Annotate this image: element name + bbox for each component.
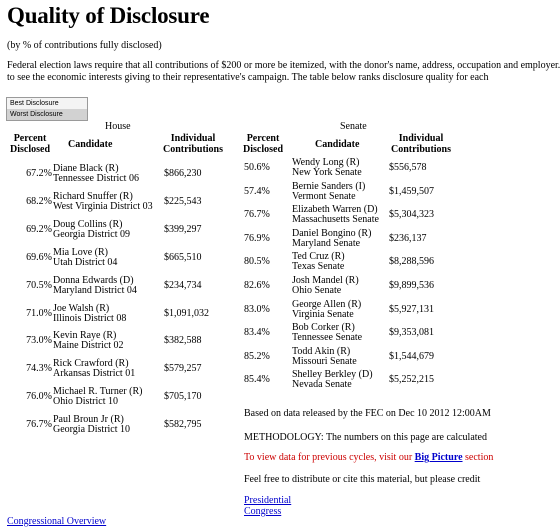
candidate-line: Rick Crawford (R) xyxy=(53,358,129,370)
candidate-district: Utah District 04 xyxy=(53,256,118,268)
percent-disclosed: 71.0% xyxy=(26,307,52,319)
percent-disclosed: 70.5% xyxy=(26,279,52,291)
candidate-district: Georgia District 09 xyxy=(53,228,131,240)
contribution-amount: $5,304,323 xyxy=(389,209,434,221)
percent-disclosed: 69.6% xyxy=(26,251,52,263)
contribution-amount: $1,091,032 xyxy=(164,307,209,319)
header-text: Individual xyxy=(398,133,444,144)
header-text: Disclosed xyxy=(10,144,50,155)
header-text: Individual xyxy=(170,133,216,144)
candidate-name xyxy=(292,158,362,178)
candidate-line: Todd Akin (R) xyxy=(292,345,351,357)
candidate-district: New York Senate xyxy=(292,167,362,178)
percent-disclosed: 83.4% xyxy=(244,327,270,339)
contribution-amount: $8,288,596 xyxy=(389,256,434,268)
congressional-overview-link[interactable]: Congressional Overview xyxy=(7,516,107,527)
candidate-district: Georgia District 10 xyxy=(53,424,131,436)
candidate-district: Maine District 02 xyxy=(53,340,124,352)
candidate-district: Tennessee Senate xyxy=(292,332,363,344)
distribution-note: Feel free to distribute or cite this material, but please credit xyxy=(244,474,481,485)
header-text: Contributions xyxy=(163,144,224,155)
candidate-name xyxy=(53,387,142,407)
contribution-amount: $866,230 xyxy=(164,168,202,179)
presidential-congress-link[interactable] xyxy=(244,495,291,517)
percent-disclosed: 67.2% xyxy=(26,168,52,179)
contribution-amount: $9,899,536 xyxy=(389,280,434,291)
candidate-district: Texas Senate xyxy=(292,261,345,273)
percent-disclosed: 76.7% xyxy=(244,209,270,221)
candidate-name xyxy=(292,300,361,320)
percent-disclosed: 68.2% xyxy=(26,195,52,207)
percent-disclosed: 85.4% xyxy=(244,374,270,386)
candidate-name xyxy=(53,331,124,351)
senate-header-percent xyxy=(243,133,283,155)
percent-disclosed: 83.0% xyxy=(244,303,270,315)
congress-link-line[interactable]: Congress xyxy=(244,506,282,517)
percent-disclosed: 80.5% xyxy=(244,256,270,268)
house-section-label: House xyxy=(105,121,131,132)
contribution-amount: $234,734 xyxy=(164,279,202,291)
contribution-amount: $556,578 xyxy=(389,162,427,173)
candidate-district: Tennessee District 06 xyxy=(53,173,139,184)
percent-disclosed: 76.9% xyxy=(244,232,270,244)
candidate-name xyxy=(53,415,130,435)
contribution-amount: $399,297 xyxy=(164,223,202,235)
percent-disclosed: 85.2% xyxy=(244,350,270,362)
candidate-name xyxy=(53,276,137,296)
contribution-amount: $382,588 xyxy=(164,335,202,347)
senate-header-candidate: Candidate xyxy=(315,139,360,150)
candidate-line: Doug Collins (R) xyxy=(53,218,123,230)
contribution-amount: $665,510 xyxy=(164,251,202,263)
previous-cycles-text: To view data for previous cycles, visit our xyxy=(244,452,415,463)
percent-disclosed: 82.6% xyxy=(244,280,270,291)
sort-order-listbox[interactable] xyxy=(6,97,88,121)
contribution-amount: $236,137 xyxy=(389,232,427,244)
candidate-line: Diane Black (R) xyxy=(53,163,119,174)
candidate-line: Josh Mandel (R) xyxy=(292,275,359,286)
candidate-district: Massachusetts Senate xyxy=(292,214,379,226)
candidate-line: Bob Corker (R) xyxy=(292,322,355,334)
page-subtitle: (by % of contributions fully disclosed) xyxy=(7,40,162,51)
percent-disclosed: 57.4% xyxy=(244,185,270,197)
house-header-candidate: Candidate xyxy=(68,139,113,150)
candidate-name xyxy=(53,304,126,324)
candidate-line: Donna Edwards (D) xyxy=(53,274,134,286)
methodology-note: METHODOLOGY: The numbers on this page are calculated xyxy=(244,432,487,443)
contribution-amount: $5,252,215 xyxy=(389,374,434,386)
senate-section-label: Senate xyxy=(340,121,367,132)
previous-cycles-note xyxy=(244,452,493,464)
candidate-name xyxy=(53,359,135,379)
candidate-district: Arkansas District 01 xyxy=(53,368,136,380)
senate-header-contributions xyxy=(391,133,451,155)
candidate-line: Kevin Raye (R) xyxy=(53,330,117,342)
contribution-amount: $1,544,679 xyxy=(389,350,434,362)
contribution-amount: $5,927,131 xyxy=(389,303,434,315)
candidate-name xyxy=(292,323,362,343)
page-title: Quality of Disclosure xyxy=(7,3,210,28)
sort-option-worst[interactable]: Worst Disclosure xyxy=(7,109,87,120)
candidate-line: Paul Broun Jr (R) xyxy=(53,414,124,426)
candidate-line: Richard Snuffer (R) xyxy=(53,190,133,202)
contribution-amount: $9,353,081 xyxy=(389,327,434,339)
candidate-district: Missouri Senate xyxy=(292,355,357,367)
house-header-contributions xyxy=(163,133,223,155)
header-text: Percent xyxy=(13,133,47,144)
header-text: Disclosed xyxy=(243,144,283,155)
candidate-name xyxy=(53,164,139,184)
candidate-name xyxy=(292,252,345,272)
candidate-line: Daniel Bongino (R) xyxy=(292,227,372,239)
percent-disclosed: 69.2% xyxy=(26,223,52,235)
candidate-district: Maryland Senate xyxy=(292,237,361,249)
candidate-name xyxy=(53,192,153,212)
house-header-percent xyxy=(10,133,50,155)
candidate-district: West Virginia District 03 xyxy=(53,200,153,212)
percent-disclosed: 74.3% xyxy=(26,363,52,375)
header-text: Percent xyxy=(246,133,280,144)
percent-disclosed: 76.7% xyxy=(26,419,52,431)
candidate-district: Maryland District 04 xyxy=(53,284,137,296)
candidate-line: Shelley Berkley (D) xyxy=(292,369,373,381)
candidate-line: Mia Love (R) xyxy=(53,246,108,258)
candidate-name xyxy=(292,205,379,225)
fec-data-note: Based on data released by the FEC on Dec 10 2012 12:00AM xyxy=(244,408,491,419)
candidate-name xyxy=(292,370,373,390)
percent-disclosed: 76.0% xyxy=(26,391,52,403)
candidate-line: Bernie Sanders (I) xyxy=(292,180,366,192)
candidate-district: Nevada Senate xyxy=(292,379,352,391)
candidate-line: Michael R. Turner (R) xyxy=(53,386,143,398)
contribution-amount: $225,543 xyxy=(164,195,202,207)
contribution-amount: $579,257 xyxy=(164,363,202,375)
candidate-district: Virginia Senate xyxy=(292,308,354,320)
contribution-amount: $1,459,507 xyxy=(389,185,434,197)
candidate-name xyxy=(292,347,357,367)
intro-line: to see the economic interests giving to their representative's campaign. The table below ranks disclosure quality for each xyxy=(7,72,489,83)
candidate-name xyxy=(292,276,359,296)
candidate-line: Ted Cruz (R) xyxy=(292,251,345,263)
big-picture-link[interactable]: Big Picture xyxy=(414,452,463,463)
contribution-amount: $705,170 xyxy=(164,391,202,403)
candidate-district: Illinois District 08 xyxy=(53,312,127,324)
percent-disclosed: 50.6% xyxy=(244,162,270,173)
candidate-name xyxy=(53,220,130,240)
intro-paragraph xyxy=(7,60,560,84)
candidate-district: Ohio Senate xyxy=(292,285,342,296)
sort-option-best[interactable]: Best Disclosure xyxy=(10,100,59,107)
candidate-line: Elizabeth Warren (D) xyxy=(292,204,378,216)
intro-line: Federal election laws require that all contributions of $200 or more be itemized, with the donor's name, address, occupation and employer. xyxy=(7,60,560,71)
candidate-district: Ohio District 10 xyxy=(53,396,118,408)
previous-cycles-suffix: section xyxy=(462,452,494,463)
candidate-name xyxy=(292,229,371,249)
percent-disclosed: 73.0% xyxy=(26,335,52,347)
candidate-line: George Allen (R) xyxy=(292,298,362,310)
presidential-link-line[interactable]: Presidential xyxy=(244,495,292,506)
contribution-amount: $582,795 xyxy=(164,419,202,431)
candidate-district: Vermont Senate xyxy=(292,190,356,202)
candidate-line: Joe Walsh (R) xyxy=(53,302,110,314)
header-text: Contributions xyxy=(391,144,452,155)
candidate-line: Wendy Long (R) xyxy=(292,157,360,168)
candidate-name xyxy=(53,248,117,268)
candidate-name xyxy=(292,182,365,202)
